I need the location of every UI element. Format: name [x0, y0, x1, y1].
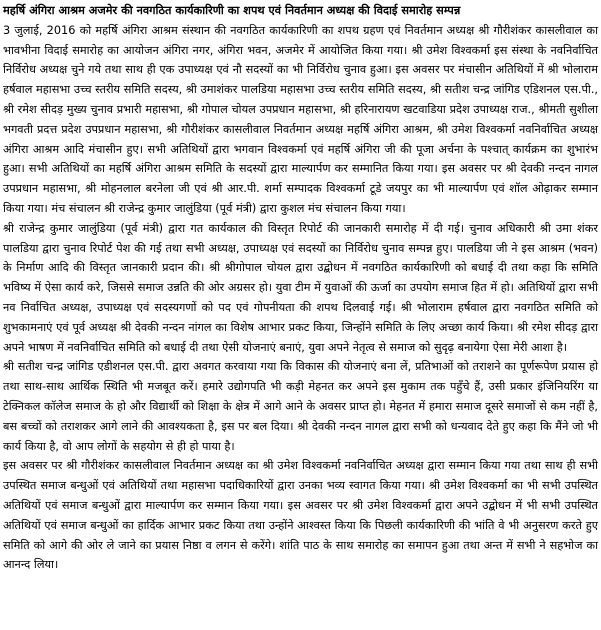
article-paragraph-4: इस अवसर पर श्री गौरीशंकर कासलीवाल निवर्तमान अध्यक्ष का श्री उमेश विश्वकर्मा नवनिर्वाचित अध्यक्ष द्वारा सम्मान किया गया तथा साथ ही सभी उपस्थित समाज बन्धुओं एवं अतिथियों तथा महासभा पदाधिकारियों द्वारा उनका भव्य स्वागत किया गया। श्री उमेश विश्वकर्मा का भी सभी उपस्थित अतिथियों एवं समाज बन्धुओं द्वारा माल्यार्पण कर सम्मान किया गया। इस अवसर पर श्री उमेश विश्वकर्मा द्वारा अपने उद्बोधन में भी सभी उपस्थित अतिथियों एवं समाज बन्धुओं का हार्दिक आभार प्रकट किया तथा उन्होंने आश्वस्त किया कि पिछली कार्यकारिणी की भांति वे भी अनुसरण करते हुए समिति को आगे की ओर ले जाने का प्रयास निष्ठा व लगन से करेंगे। शांति पाठ के साथ समारोह का समापन हुआ तथा अन्त में सभी ने सहभोज का आनन्द लिया। [3, 459, 598, 572]
article-title: महर्षि अंगिरा आश्रम अजमेर की नवगठित कार्यकारिणी का शपथ एवं निवर्तमान अध्यक्ष की विदाई समारोह सम्पन्न [3, 4, 461, 17]
article-paragraph-3: श्री सतीश चन्द्र जांगिड एडीशनल एस.पी. द्वारा अवगत करवाया गया कि विकास की योजनाएं बना लें, प्रतिभाओं को तराशने का पूर्णरूपेण प्रयास हो तथा साथ-साथ आर्थिक स्थिति भी मजबूत करें। हमारे उद्योगपति भी कड़ी मेहनत कर अपने इस मुकाम तक पहुँचे हैं, उसी प्रकार इंजिनियरिंग या टेक्निकल कॉलेज समाज के हो और विद्यार्थी को शिक्षा के क्षेत्र में आगे आने के अवसर प्राप्त हो। मेहनत में हमारा समाज दूसरे समाजों से कम नहीं है, बस बच्चों को तराशकर आगे लाने की आवश्यकता है, इस पर बल दिया। श्री देवकी नन्दन नागल द्वारा सभी को धन्यवाद देते हुए कहा कि मैंने जो भी कार्य किया है, वो आप लोगों के सहयोग से ही हो पाया है। [3, 360, 598, 453]
article-paragraph-1: 3 जुलाई, 2016 को महर्षि अंगिरा आश्रम संस्थान की नवगठित कार्यकारिणी का शपथ ग्रहण एवं निवर्तमान अध्यक्ष श्री गौरीशंकर कासलीवाल का भावभीना विदाई समारोह का आयोजन अंगिरा नगर, अंगिरा भवन, अजमेर में आयोजित किया गया। श्री उमेश विश्वकर्मा इस संस्था के नवनिर्वाचित निर्विरोध अध्यक्ष चुने गये तथा साथ ही एक उपाध्यक्ष एवं नौ सदस्यों का भी निर्विरोध चुनाव हुआ। इस अवसर पर मंचासीन अतिथियों में श्री भोलाराम हर्षवाल महासभा उच्च स्तरीय समिति सदस्य, श्री उमाशंकर पालडिया महासभा उच्च स्तरीय समिति सदस्य, श्री सतीश चन्द्र जांगिड एडिशनल एस.पी., श्री रमेश सीदड़ मुख्य चुनाव प्रभारी महासभा, श्री गोपाल चोयल उपप्रधान महासभा, श्री हरिनारायण खटवाडिया प्रदेश उपाध्यक्ष राज., श्रीमती सुशीला भगवती प्रदत्त प्रदेश उपप्रधान महासभा, श्री गौरीशंकर कासलीवाल निवर्तमान अध्यक्ष महर्षि अंगिरा आश्रम, श्री उमेश विश्वकर्मा नवनिर्वाचित अध्यक्ष अंगिरा आश्रम आदि मंचासीन हुए। सभी अतिथियों द्वारा भगवान विश्वकर्मा एवं महर्षि अंगिरा जी की पूजा अर्चना के पश्चात् कार्यक्रम का शुभारंभ हुआ। सभी अतिथियों का महर्षि अंगिरा आश्रम समिति के सदस्यों द्वारा माल्यार्पण कर सम्मानित किया गया। इस अवसर पर श्री देवकी नन्दन नागल उपप्रधान महासभा, श्री मोहनलाल बरनेला जी एवं श्री आर.पी. शर्मा सम्पादक विश्वकर्मा टूडे जयपुर का भी माल्यार्पण एवं शॉल ओढ़ाकर सम्मान किया गया। मंच संचालन श्री राजेन्द्र कुमार जालुंडिया (पूर्व मंत्री) द्वारा कुशल मंच संचालन किया गया। [3, 23, 598, 215]
article-paragraph-2: श्री राजेन्द्र कुमार जालुंडिया (पूर्व मंत्री) द्वारा गत कार्यकाल की विस्तृत रिपोर्ट की जानकारी समारोह में दी गई। चुनाव अधिकारी श्री उमा शंकर पालडिया द्वारा चुनाव रिपोर्ट पेश की गई तथा सभी अध्यक्ष, उपाध्यक्ष एवं सदस्यों का निर्विरोध चुनाव सम्पन्न हुए। पालडिया जी ने इस आश्रम (भवन) के निर्माण आदि की विस्तृत जानकारी प्रदान की। श्री श्रीगोपाल चोयल द्वारा उद्बोधन में नवगठित कार्यकारिणी को बधाई दी तथा कहा कि समिति भविष्य में ऐसा कार्य करे, जिससे समाज उन्नति की ओर अग्रसर हो। युवा टीम में युवाओं की ऊर्जा का उपयोग समाज हित में हो। अतिथियों द्वारा सभी नव निर्वाचित अध्यक्ष, उपाध्यक्ष एवं सदस्यगणों को पद एवं गोपनीयता की शपथ दिलवाई गई। श्री भोलाराम हर्षवाल द्वारा नवगठित समिति को शुभकामनाएं एवं पूर्व अध्यक्ष श्री देवकी नन्दन नांगल का विशेष आभार प्रकट किया, जिन्होंने समिति के लिए अच्छा कार्य किया। श्री रमेश सीदड़ द्वारा अपने भाषण में नवनिर्वाचित समिति को बधाई दी तथा ऐसी योजनाएं बनाएं, युवा अपने नेतृत्व से समाज को सुदृढ़ बनायेगा ऐसा मेरी आशा है। [3, 221, 598, 354]
